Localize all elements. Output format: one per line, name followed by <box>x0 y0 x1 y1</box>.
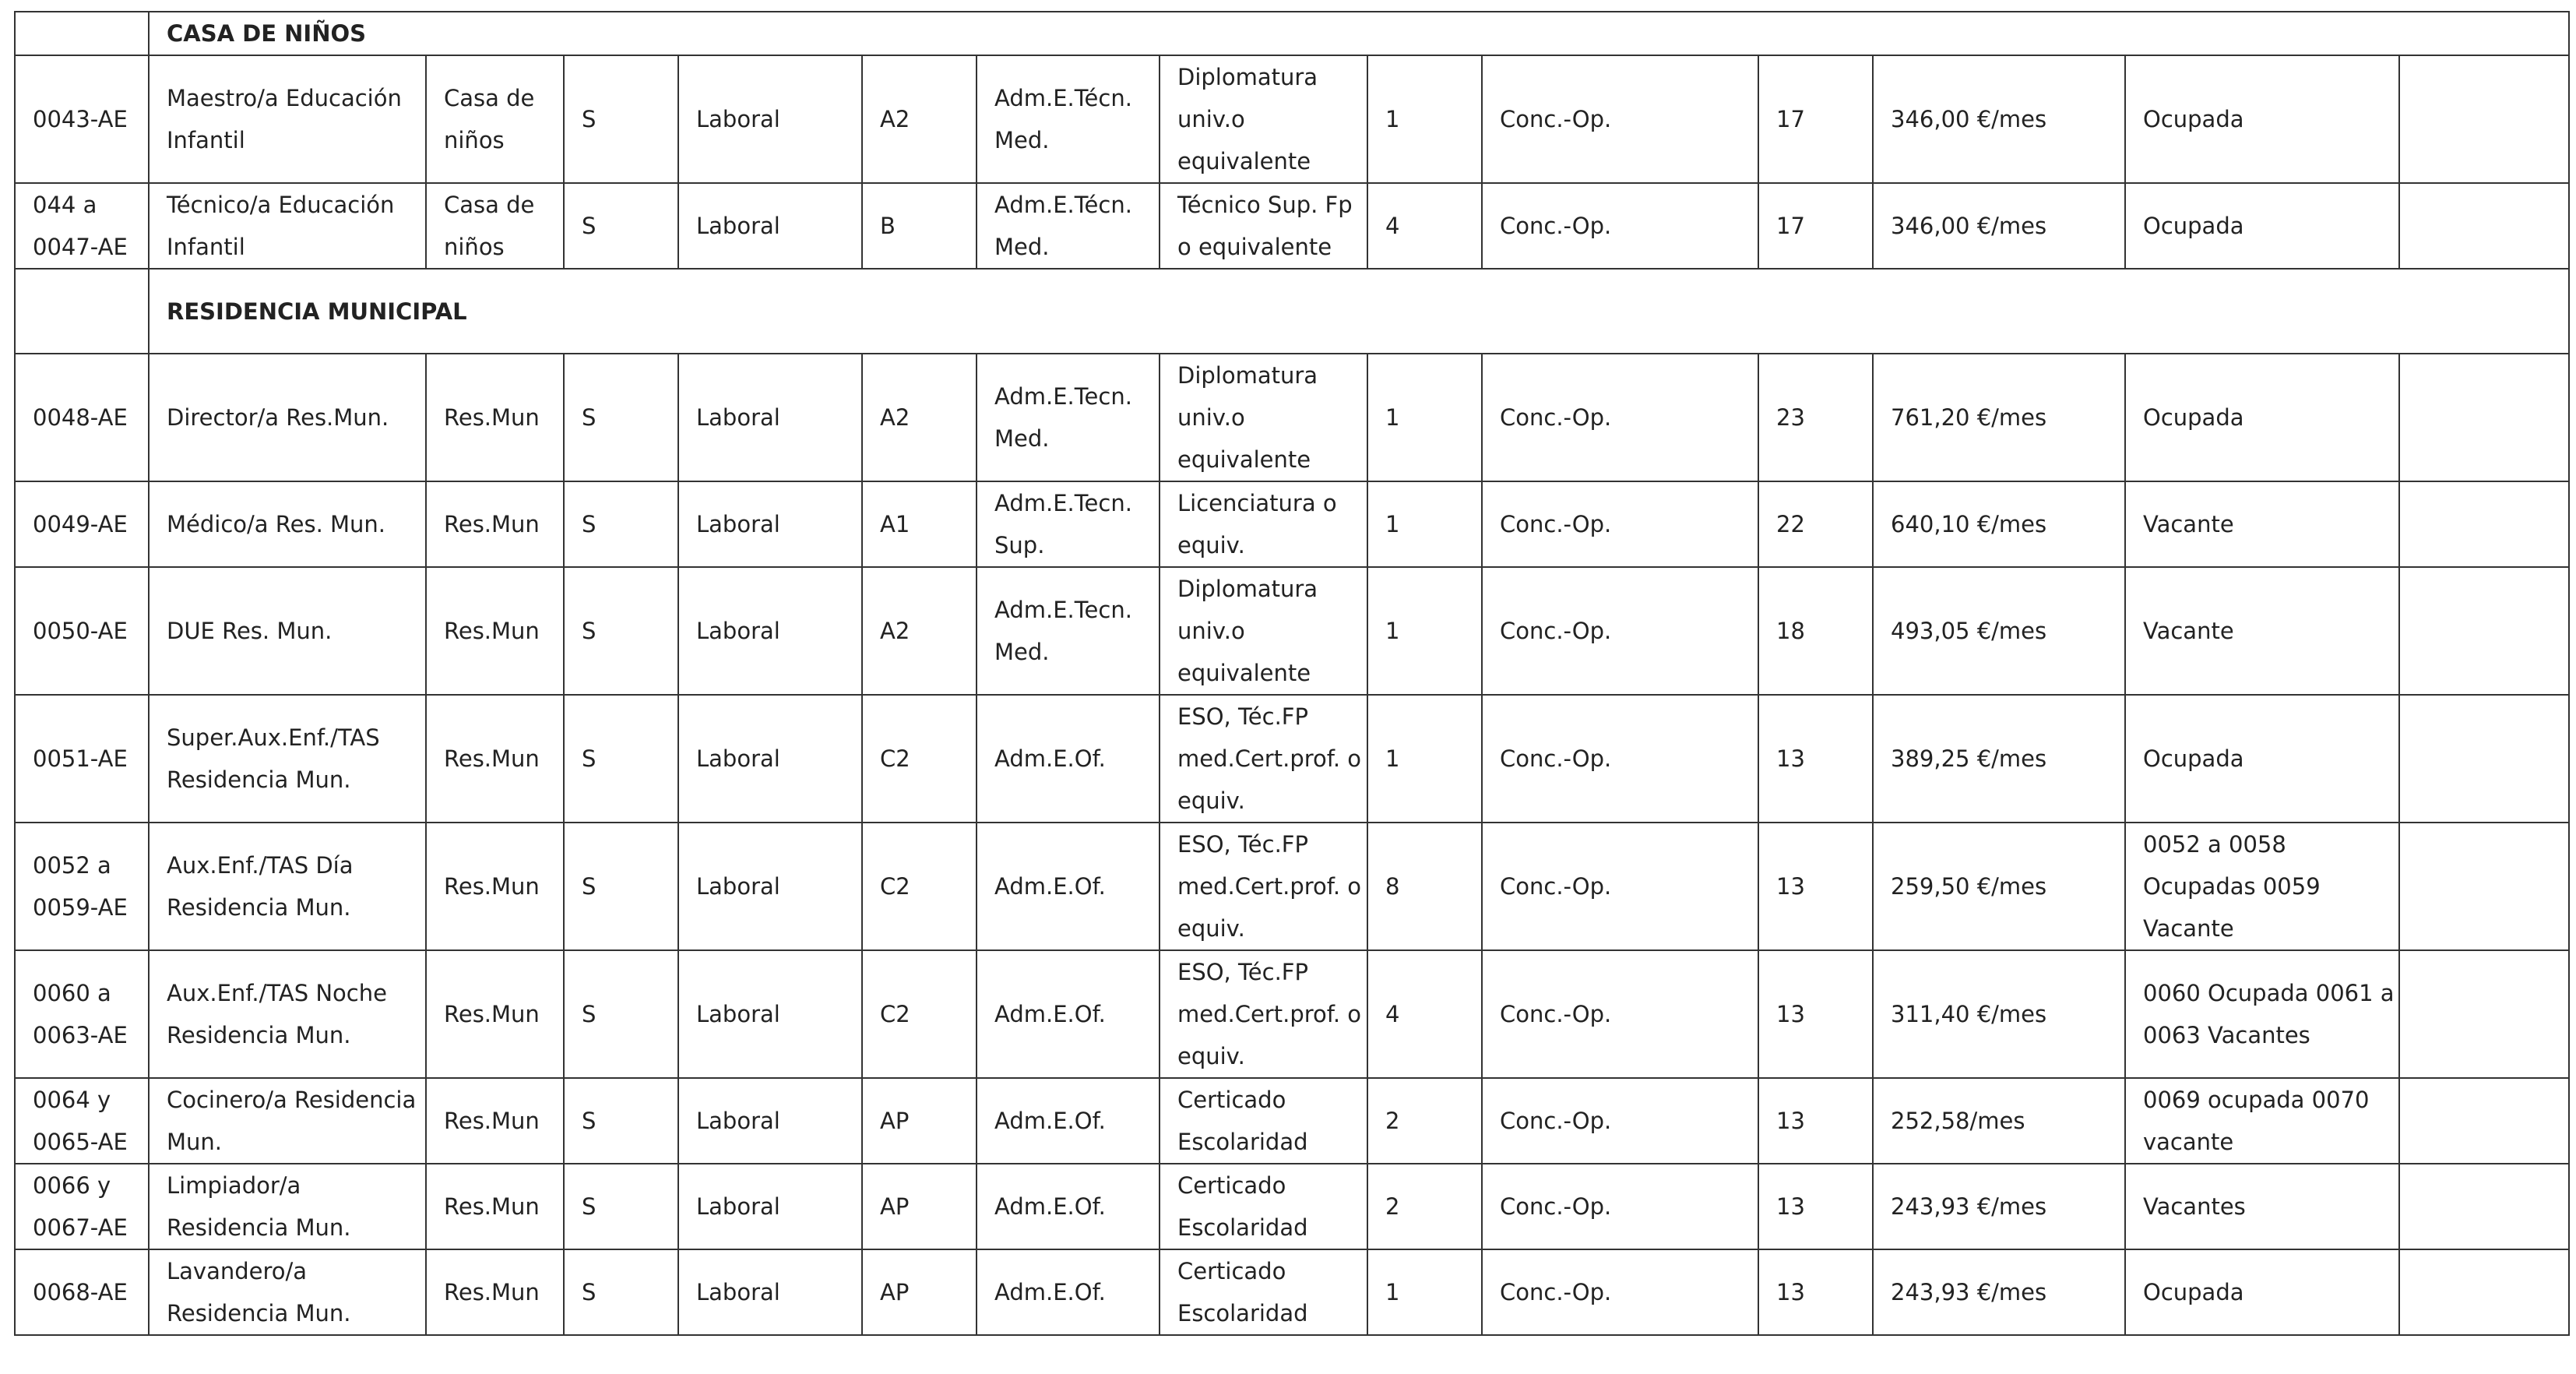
cell-position: Aux.Enf./TAS Noche Residencia Mun. <box>149 950 426 1078</box>
cell-system: Conc.-Op. <box>1482 823 1758 950</box>
cell-scale: Adm.E.Of. <box>977 1164 1160 1249</box>
cell-position: Aux.Enf./TAS Día Residencia Mun. <box>149 823 426 950</box>
cell-regime: Laboral <box>678 567 862 695</box>
cell-level: 13 <box>1758 950 1873 1078</box>
table-row <box>15 1164 2569 1249</box>
cell-flag: S <box>564 695 678 823</box>
cell-qualification: Diplomatura univ.o equivalente <box>1160 354 1367 481</box>
cell-status: Ocupada <box>2125 55 2399 183</box>
cell-group: A2 <box>862 567 977 695</box>
cell-position: Super.Aux.Enf./TAS Residencia Mun. <box>149 695 426 823</box>
cell-empty <box>2399 567 2569 695</box>
cell-regime: Laboral <box>678 55 862 183</box>
table-row <box>15 950 2569 1078</box>
cell-empty <box>2399 183 2569 269</box>
cell-center: Casa de niños <box>426 55 564 183</box>
table-row <box>15 567 2569 695</box>
cell-position: Maestro/a Educación Infantil <box>149 55 426 183</box>
cell-supplement: 311,40 €/mes <box>1873 950 2125 1078</box>
table-row <box>15 354 2569 481</box>
cell-regime: Laboral <box>678 695 862 823</box>
cell-level: 13 <box>1758 1078 1873 1164</box>
cell-group: AP <box>862 1249 977 1335</box>
cell-position: Limpiador/a Residencia Mun. <box>149 1164 426 1249</box>
cell-qualification: Diplomatura univ.o equivalente <box>1160 567 1367 695</box>
table-row <box>15 55 2569 183</box>
cell-qualification: Certicado Escolaridad <box>1160 1249 1367 1335</box>
cell-code: 0051-AE <box>15 695 149 823</box>
cell-empty <box>2399 950 2569 1078</box>
cell-position: Director/a Res.Mun. <box>149 354 426 481</box>
cell-empty <box>2399 354 2569 481</box>
cell-flag: S <box>564 183 678 269</box>
section-header-empty-cell <box>15 269 149 354</box>
cell-flag: S <box>564 55 678 183</box>
cell-system: Conc.-Op. <box>1482 354 1758 481</box>
cell-status: Vacantes <box>2125 1164 2399 1249</box>
cell-code: 044 a 0047-AE <box>15 183 149 269</box>
cell-status: Ocupada <box>2125 354 2399 481</box>
cell-count: 2 <box>1367 1078 1482 1164</box>
section-title: CASA DE NIÑOS <box>149 12 2569 55</box>
cell-flag: S <box>564 481 678 567</box>
cell-regime: Laboral <box>678 1078 862 1164</box>
cell-qualification: Licenciatura o equiv. <box>1160 481 1367 567</box>
staff-positions-table <box>14 11 2570 1336</box>
cell-scale: Adm.E.Tecn. Sup. <box>977 481 1160 567</box>
cell-system: Conc.-Op. <box>1482 695 1758 823</box>
cell-code: 0048-AE <box>15 354 149 481</box>
cell-system: Conc.-Op. <box>1482 1078 1758 1164</box>
cell-count: 1 <box>1367 1249 1482 1335</box>
cell-center: Res.Mun <box>426 481 564 567</box>
cell-qualification: Diplomatura univ.o equivalente <box>1160 55 1367 183</box>
cell-scale: Adm.E.Of. <box>977 695 1160 823</box>
cell-code: 0068-AE <box>15 1249 149 1335</box>
cell-position: Lavandero/a Residencia Mun. <box>149 1249 426 1335</box>
cell-center: Res.Mun <box>426 1078 564 1164</box>
cell-regime: Laboral <box>678 354 862 481</box>
cell-count: 1 <box>1367 481 1482 567</box>
cell-system: Conc.-Op. <box>1482 567 1758 695</box>
cell-flag: S <box>564 950 678 1078</box>
cell-system: Conc.-Op. <box>1482 1249 1758 1335</box>
section-title: RESIDENCIA MUNICIPAL <box>149 269 2569 354</box>
cell-scale: Adm.E.Tecn. Med. <box>977 567 1160 695</box>
cell-qualification: Técnico Sup. Fp o equivalente <box>1160 183 1367 269</box>
cell-empty <box>2399 55 2569 183</box>
cell-group: A1 <box>862 481 977 567</box>
cell-system: Conc.-Op. <box>1482 183 1758 269</box>
section-header-row <box>15 12 2569 55</box>
cell-level: 17 <box>1758 183 1873 269</box>
cell-status: 0060 Ocupada 0061 a 0063 Vacantes <box>2125 950 2399 1078</box>
cell-center: Res.Mun <box>426 823 564 950</box>
cell-scale: Adm.E.Tecn. Med. <box>977 354 1160 481</box>
cell-empty <box>2399 695 2569 823</box>
cell-system: Conc.-Op. <box>1482 1164 1758 1249</box>
cell-code: 0064 y 0065-AE <box>15 1078 149 1164</box>
cell-group: AP <box>862 1164 977 1249</box>
table-row <box>15 481 2569 567</box>
cell-flag: S <box>564 1164 678 1249</box>
cell-status: 0052 a 0058 Ocupadas 0059 Vacante <box>2125 823 2399 950</box>
cell-qualification: ESO, Téc.FP med.Cert.prof. o equiv. <box>1160 823 1367 950</box>
cell-level: 18 <box>1758 567 1873 695</box>
cell-group: A2 <box>862 55 977 183</box>
cell-flag: S <box>564 354 678 481</box>
cell-status: Vacante <box>2125 481 2399 567</box>
cell-regime: Laboral <box>678 823 862 950</box>
cell-supplement: 761,20 €/mes <box>1873 354 2125 481</box>
cell-scale: Adm.E.Técn. Med. <box>977 183 1160 269</box>
cell-scale: Adm.E.Of. <box>977 1078 1160 1164</box>
cell-level: 13 <box>1758 1249 1873 1335</box>
cell-center: Res.Mun <box>426 1164 564 1249</box>
cell-level: 23 <box>1758 354 1873 481</box>
cell-position: Médico/a Res. Mun. <box>149 481 426 567</box>
cell-system: Conc.-Op. <box>1482 55 1758 183</box>
cell-flag: S <box>564 567 678 695</box>
cell-scale: Adm.E.Of. <box>977 823 1160 950</box>
cell-supplement: 346,00 €/mes <box>1873 55 2125 183</box>
cell-code: 0050-AE <box>15 567 149 695</box>
cell-empty <box>2399 823 2569 950</box>
cell-group: AP <box>862 1078 977 1164</box>
cell-empty <box>2399 1249 2569 1335</box>
table-row <box>15 823 2569 950</box>
cell-level: 17 <box>1758 55 1873 183</box>
cell-status: 0069 ocupada 0070 vacante <box>2125 1078 2399 1164</box>
cell-supplement: 493,05 €/mes <box>1873 567 2125 695</box>
cell-scale: Adm.E.Of. <box>977 1249 1160 1335</box>
cell-scale: Adm.E.Of. <box>977 950 1160 1078</box>
section-header-empty-cell <box>15 12 149 55</box>
cell-flag: S <box>564 1078 678 1164</box>
cell-code: 0066 y 0067-AE <box>15 1164 149 1249</box>
cell-group: C2 <box>862 823 977 950</box>
cell-flag: S <box>564 823 678 950</box>
cell-qualification: ESO, Téc.FP med.Cert.prof. o equiv. <box>1160 695 1367 823</box>
cell-supplement: 252,58/mes <box>1873 1078 2125 1164</box>
cell-level: 13 <box>1758 1164 1873 1249</box>
cell-center: Res.Mun <box>426 950 564 1078</box>
cell-system: Conc.-Op. <box>1482 950 1758 1078</box>
cell-regime: Laboral <box>678 950 862 1078</box>
cell-regime: Laboral <box>678 1164 862 1249</box>
cell-position: Técnico/a Educación Infantil <box>149 183 426 269</box>
cell-code: 0049-AE <box>15 481 149 567</box>
cell-position: DUE Res. Mun. <box>149 567 426 695</box>
cell-status: Vacante <box>2125 567 2399 695</box>
cell-regime: Laboral <box>678 481 862 567</box>
cell-scale: Adm.E.Técn. Med. <box>977 55 1160 183</box>
cell-center: Res.Mun <box>426 567 564 695</box>
table-row <box>15 183 2569 269</box>
cell-level: 22 <box>1758 481 1873 567</box>
cell-supplement: 243,93 €/mes <box>1873 1249 2125 1335</box>
cell-status: Ocupada <box>2125 695 2399 823</box>
cell-code: 0043-AE <box>15 55 149 183</box>
cell-group: B <box>862 183 977 269</box>
cell-level: 13 <box>1758 695 1873 823</box>
cell-center: Res.Mun <box>426 1249 564 1335</box>
table-row <box>15 695 2569 823</box>
cell-supplement: 346,00 €/mes <box>1873 183 2125 269</box>
cell-supplement: 640,10 €/mes <box>1873 481 2125 567</box>
cell-status: Ocupada <box>2125 1249 2399 1335</box>
cell-system: Conc.-Op. <box>1482 481 1758 567</box>
table-row <box>15 1078 2569 1164</box>
cell-supplement: 243,93 €/mes <box>1873 1164 2125 1249</box>
cell-qualification: Certicado Escolaridad <box>1160 1078 1367 1164</box>
cell-level: 13 <box>1758 823 1873 950</box>
cell-code: 0060 a 0063-AE <box>15 950 149 1078</box>
cell-group: A2 <box>862 354 977 481</box>
section-header-row <box>15 269 2569 354</box>
cell-qualification: ESO, Téc.FP med.Cert.prof. o equiv. <box>1160 950 1367 1078</box>
cell-supplement: 389,25 €/mes <box>1873 695 2125 823</box>
cell-count: 1 <box>1367 695 1482 823</box>
cell-code: 0052 a 0059-AE <box>15 823 149 950</box>
cell-empty <box>2399 1164 2569 1249</box>
cell-position: Cocinero/a Residencia Mun. <box>149 1078 426 1164</box>
cell-count: 1 <box>1367 55 1482 183</box>
cell-empty <box>2399 481 2569 567</box>
cell-group: C2 <box>862 950 977 1078</box>
cell-count: 2 <box>1367 1164 1482 1249</box>
cell-count: 8 <box>1367 823 1482 950</box>
cell-center: Res.Mun <box>426 354 564 481</box>
cell-center: Casa de niños <box>426 183 564 269</box>
cell-count: 4 <box>1367 183 1482 269</box>
cell-count: 1 <box>1367 354 1482 481</box>
cell-regime: Laboral <box>678 183 862 269</box>
cell-count: 4 <box>1367 950 1482 1078</box>
cell-empty <box>2399 1078 2569 1164</box>
cell-count: 1 <box>1367 567 1482 695</box>
cell-flag: S <box>564 1249 678 1335</box>
cell-status: Ocupada <box>2125 183 2399 269</box>
table-row <box>15 1249 2569 1335</box>
cell-qualification: Certicado Escolaridad <box>1160 1164 1367 1249</box>
cell-regime: Laboral <box>678 1249 862 1335</box>
cell-group: C2 <box>862 695 977 823</box>
cell-center: Res.Mun <box>426 695 564 823</box>
cell-supplement: 259,50 €/mes <box>1873 823 2125 950</box>
